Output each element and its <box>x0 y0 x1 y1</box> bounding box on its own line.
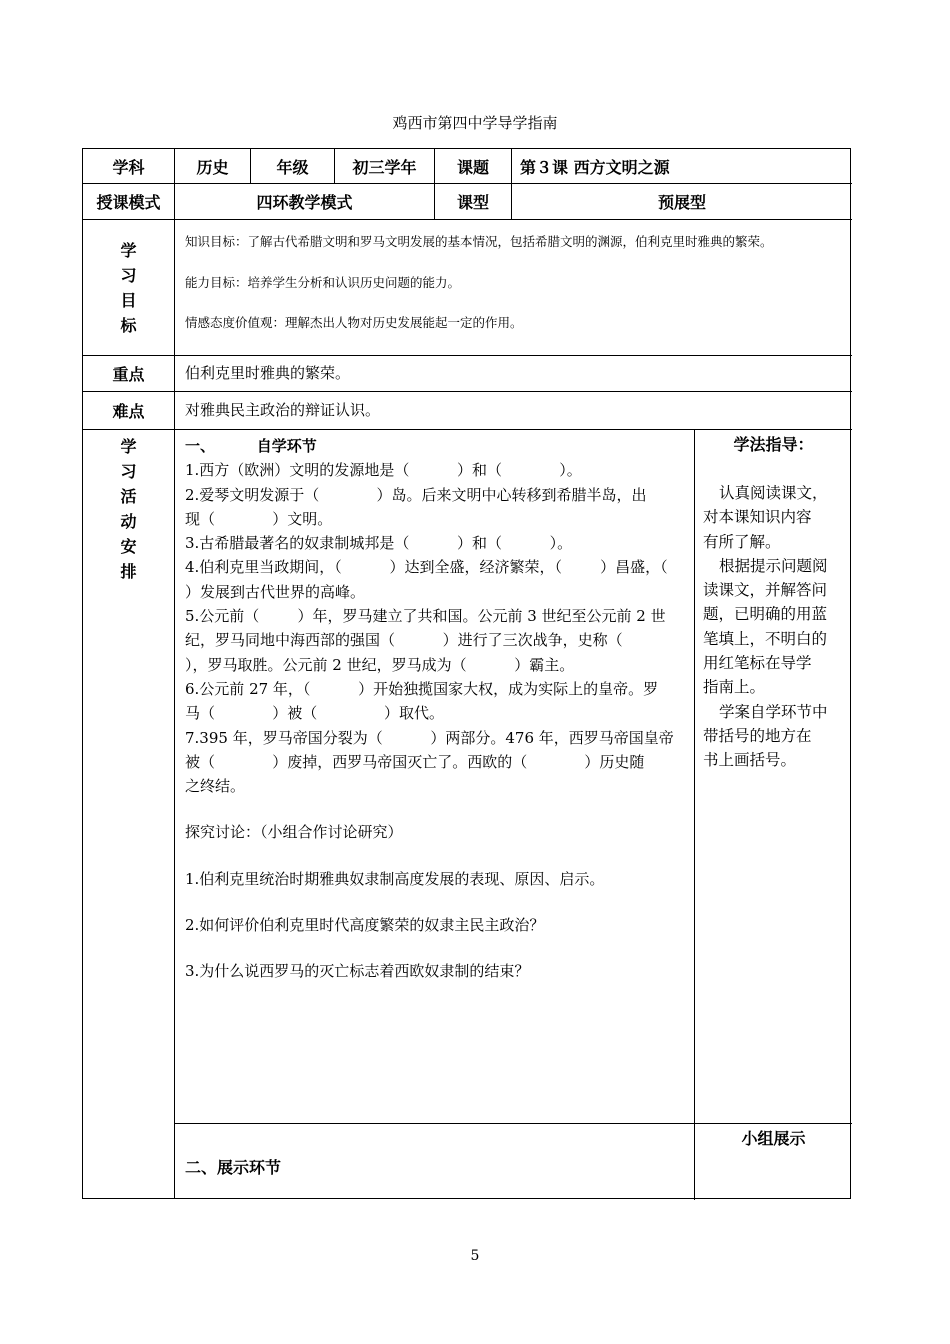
method-guide <box>695 430 852 1124</box>
discussion-question: 2.如何评价伯利克里时代高度繁荣的奴隶主民主政治？ <box>185 916 545 935</box>
goals-content <box>175 220 852 356</box>
question-line: 6.公元前 27 年，（ ）开始独揽国家大权，成为实际上的皇帝。罗 <box>185 679 659 698</box>
method-line: 题，已明确的用蓝 <box>703 605 828 624</box>
activity-label-char: 安 <box>120 537 137 556</box>
method-line: 对本课知识内容 <box>703 508 812 527</box>
page-number: 5 <box>470 1248 480 1264</box>
activity-label-char: 活 <box>120 487 137 506</box>
difficulty-text: 对雅典民主政治的辩证认识。 <box>175 392 852 430</box>
question-line: 马（ ）被（ ）取代。 <box>185 704 444 723</box>
mode-value: 四环教学模式 <box>175 184 435 220</box>
method-line: 用红笔标在导学 <box>703 654 812 673</box>
question-line: 之终结。 <box>185 777 246 796</box>
emotion-goal: 情感态度价值观：理解杰出人物对历史发展能起一定的作用。 <box>185 315 523 330</box>
ability-goal: 能力目标：培养学生分析和认识历史问题的能力。 <box>185 274 461 290</box>
discussion-question: 1.伯利克里统治时期雅典奴隶制高度发展的表现、原因、启示。 <box>185 869 605 888</box>
question-line: ）发展到古代世界的高峰。 <box>185 582 366 601</box>
method-line: 书上画括号。 <box>703 751 797 770</box>
method-line: 笔填上，不明白的 <box>703 629 828 648</box>
discussion-title: 探究讨论：（小组合作讨论研究） <box>185 823 403 842</box>
show-section-title: 二、展示环节 <box>175 1124 695 1200</box>
goals-label-char: 标 <box>120 315 137 335</box>
self-study-section <box>175 430 695 1124</box>
activity-label-char: 动 <box>120 512 137 531</box>
topic-label: 课题 <box>435 149 512 184</box>
question-line: ），罗马取胜。公元前 2 世纪，罗马成为（ ）霸主。 <box>185 655 575 674</box>
activity-label-char: 习 <box>120 462 137 481</box>
key-point-text: 伯利克里时雅典的繁荣。 <box>175 356 852 392</box>
goals-label-char: 目 <box>120 290 137 310</box>
type-label: 课型 <box>435 184 512 220</box>
key-point-label: 重点 <box>83 356 175 392</box>
method-line: 认真阅读课文， <box>719 484 828 502</box>
goals-label-char: 习 <box>120 265 137 285</box>
question-line: 4.伯利克里当政期间，（ ）达到全盛，经济繁荣，（ ）昌盛，（ <box>185 558 668 577</box>
question-line: 现（ ）文明。 <box>185 509 333 528</box>
subject-label: 学科 <box>83 149 175 184</box>
method-line: 学案自学环节中 <box>719 702 828 721</box>
type-value: 预展型 <box>512 184 852 220</box>
mode-label: 授课模式 <box>83 184 175 220</box>
method-line: 指南上。 <box>703 678 766 697</box>
knowledge-goal: 知识目标：了解古代希腊文明和罗马文明发展的基本情况，包括希腊文明的渊源，伯利克里时雅典的繁荣。 <box>185 234 773 249</box>
activity-label-char: 排 <box>120 562 137 581</box>
question-line: 被（ ）废掉，西罗马帝国灭亡了。西欧的（ ）历史随 <box>185 752 645 771</box>
document-title: 鸡西市第四中学导学指南 <box>392 114 558 132</box>
question-line: 纪，罗马同地中海西部的强国（ ）进行了三次战争，史称（ <box>185 631 623 650</box>
subject-value: 历史 <box>175 149 251 184</box>
method-line: 带括号的地方在 <box>703 726 812 745</box>
goals-label-char: 学 <box>120 240 137 260</box>
question-line: 2.爱琴文明发源于（ ）岛。后来文明中心转移到希腊半岛，出 <box>185 485 647 504</box>
grade-value: 初三学年 <box>335 149 435 184</box>
method-line: 根据提示问题阅 <box>719 556 828 575</box>
discussion-question: 3.为什么说西罗马的灭亡标志着西欧奴隶制的结束？ <box>185 962 530 981</box>
question-line: 3.古希腊最著名的奴隶制城邦是（ ）和（ ）。 <box>185 534 573 553</box>
grade-label: 年级 <box>251 149 335 184</box>
difficulty-label: 难点 <box>83 392 175 430</box>
topic-value: 第３课 西方文明之源 <box>512 149 852 184</box>
method-title: 学法指导： <box>733 435 814 454</box>
question-line: 7.395 年，罗马帝国分裂为（ ）两部分。476 年，西罗马帝国皇帝 <box>185 728 674 747</box>
activity-label-char: 学 <box>120 437 137 456</box>
activity-label <box>83 430 175 1199</box>
self-study-title: 一、 自学环节 <box>185 437 317 455</box>
guide-table <box>82 148 851 1199</box>
question-line: 1.西方（欧洲）文明的发源地是（ ）和（ ）。 <box>185 461 582 480</box>
method-line: 读课文，并解答问 <box>703 581 828 600</box>
goals-label <box>83 220 175 356</box>
question-line: 5.公元前（ ）年，罗马建立了共和国。公元前 3 世纪至公元前 2 世 <box>185 607 666 626</box>
group-show-label: 小组展示 <box>741 1129 806 1148</box>
method-line: 有所了解。 <box>703 532 781 551</box>
